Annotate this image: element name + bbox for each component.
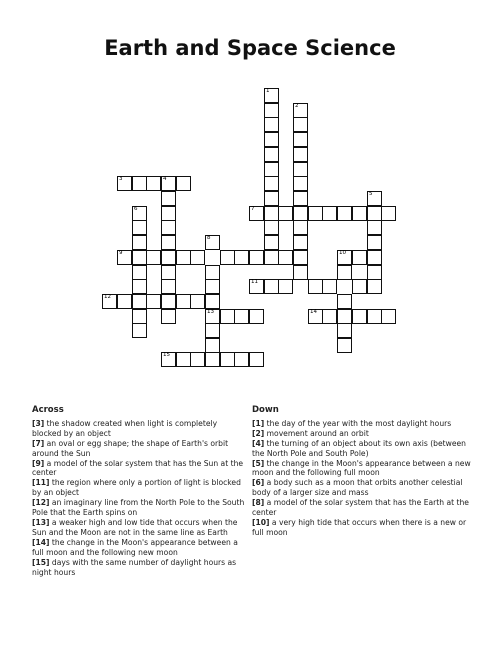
crossword-cell[interactable] <box>205 338 220 353</box>
crossword-cell[interactable] <box>352 309 367 324</box>
crossword-cell[interactable] <box>278 250 293 265</box>
clue-number: 6 <box>134 206 138 212</box>
clue-text: an imaginary line from the North Pole to the South Pole that the Earth spins on <box>32 498 245 518</box>
crossword-cell[interactable] <box>249 206 264 221</box>
clue-text: the change in the Moon's appearance between a new moon and the following full moon <box>252 458 471 478</box>
clue-text: a body such as a moon that orbits another celestial body of a larger size and mass <box>252 478 463 498</box>
clue-text: the change in the Moon's appearance between a full moon and the following new moon <box>32 537 238 557</box>
crossword-cell[interactable] <box>293 206 308 221</box>
crossword-cell[interactable] <box>367 279 382 294</box>
crossword-cell[interactable] <box>176 250 191 265</box>
crossword-cell[interactable] <box>264 147 279 162</box>
clue-number: 9 <box>119 250 123 256</box>
crossword-cell[interactable] <box>381 309 396 324</box>
crossword-cell[interactable] <box>308 279 323 294</box>
crossword-cell[interactable] <box>337 265 352 280</box>
down-clue <box>252 439 474 459</box>
crossword-cell[interactable] <box>132 250 147 265</box>
crossword-cell[interactable] <box>234 352 249 367</box>
crossword-cell[interactable] <box>234 309 249 324</box>
crossword-cell[interactable] <box>293 103 308 118</box>
crossword-cell[interactable] <box>293 162 308 177</box>
crossword-cell[interactable] <box>367 309 382 324</box>
crossword-cell[interactable] <box>205 235 220 250</box>
clue-text: a model of the solar system that has the Sun at the center <box>32 458 244 478</box>
clue-number: 11 <box>251 279 258 285</box>
crossword-cell[interactable] <box>161 279 176 294</box>
crossword-cell[interactable] <box>117 294 132 309</box>
crossword-cell[interactable] <box>293 265 308 280</box>
crossword-cell[interactable] <box>205 309 220 324</box>
crossword-cell[interactable] <box>161 250 176 265</box>
crossword-cell[interactable] <box>278 279 293 294</box>
crossword-cell[interactable] <box>132 220 147 235</box>
crossword-cell[interactable] <box>367 265 382 280</box>
crossword-cell[interactable] <box>146 250 161 265</box>
across-clue <box>32 518 247 538</box>
across-clue-list <box>32 419 247 578</box>
clue-text: the region where only a portion of light is blocked by an object <box>32 478 241 498</box>
crossword-cell[interactable] <box>161 294 176 309</box>
crossword-cell[interactable] <box>220 352 235 367</box>
crossword-cell[interactable] <box>264 250 279 265</box>
clue-text: an oval or egg shape; the shape of Earth's orbit around the Sun <box>32 438 229 458</box>
clue-text: the turning of an object about its own axis (between the North Pole and South Pole) <box>252 438 466 458</box>
crossword-cell[interactable] <box>308 309 323 324</box>
crossword-cell[interactable] <box>308 206 323 221</box>
crossword-cell[interactable] <box>264 162 279 177</box>
crossword-cell[interactable] <box>293 176 308 191</box>
crossword-cell[interactable] <box>205 323 220 338</box>
clue-text: a very high tide that occurs when there is a new or full moon <box>252 517 467 537</box>
clue-number: [14] <box>32 537 50 547</box>
clue-number: 1 <box>266 88 270 94</box>
clue-number: [10] <box>252 517 270 527</box>
crossword-cell[interactable] <box>352 279 367 294</box>
clue-number: 12 <box>104 294 111 300</box>
clue-number: 10 <box>339 250 346 256</box>
crossword-cell[interactable] <box>220 250 235 265</box>
across-clue <box>32 478 247 498</box>
clue-number: 14 <box>310 309 317 315</box>
clue-number: [4] <box>252 438 265 448</box>
crossword-cell[interactable] <box>249 309 264 324</box>
clue-number: [3] <box>32 418 45 428</box>
page-title: Earth and Space Science <box>104 36 396 60</box>
down-clues <box>252 406 474 538</box>
crossword-cell[interactable] <box>176 352 191 367</box>
clue-number: 5 <box>369 191 373 197</box>
crossword-cell[interactable] <box>205 279 220 294</box>
down-heading: Down <box>252 405 279 415</box>
clue-number: [7] <box>32 438 45 448</box>
across-clue <box>32 459 247 479</box>
down-clue-list <box>252 419 474 538</box>
crossword-cell[interactable] <box>293 220 308 235</box>
clue-number: 7 <box>251 206 255 212</box>
crossword-cell[interactable] <box>367 206 382 221</box>
crossword-cell[interactable] <box>132 294 147 309</box>
crossword-cell[interactable] <box>249 352 264 367</box>
crossword-cell[interactable] <box>132 323 147 338</box>
crossword-cell[interactable] <box>337 206 352 221</box>
crossword-cell[interactable] <box>205 294 220 309</box>
crossword-cell[interactable] <box>293 117 308 132</box>
crossword-cell[interactable] <box>234 250 249 265</box>
crossword-cell[interactable] <box>102 294 117 309</box>
clue-number: 8 <box>207 235 211 241</box>
clue-number: [5] <box>252 458 265 468</box>
crossword-cell[interactable] <box>264 206 279 221</box>
crossword-cell[interactable] <box>264 176 279 191</box>
crossword-cell[interactable] <box>293 235 308 250</box>
crossword-cell[interactable] <box>132 309 147 324</box>
crossword-cell[interactable] <box>367 191 382 206</box>
crossword-cell[interactable] <box>337 294 352 309</box>
crossword-cell[interactable] <box>264 103 279 118</box>
crossword-cell[interactable] <box>132 206 147 221</box>
crossword-cell[interactable] <box>161 309 176 324</box>
crossword-cell[interactable] <box>264 132 279 147</box>
clue-number: 13 <box>207 309 214 315</box>
crossword-cell[interactable] <box>322 279 337 294</box>
clue-number: [2] <box>252 428 265 438</box>
crossword-cell[interactable] <box>249 279 264 294</box>
clue-number: [11] <box>32 478 50 488</box>
crossword-cell[interactable] <box>249 250 264 265</box>
crossword-cell[interactable] <box>264 235 279 250</box>
crossword-cell[interactable] <box>264 191 279 206</box>
across-clue <box>32 419 247 439</box>
across-clue <box>32 558 247 578</box>
clue-text: days with the same number of daylight hours as night hours <box>32 557 237 577</box>
down-clue <box>252 459 474 479</box>
crossword-cell[interactable] <box>367 220 382 235</box>
crossword-cell[interactable] <box>352 250 367 265</box>
crossword-cell[interactable] <box>367 235 382 250</box>
crossword-cell[interactable] <box>190 250 205 265</box>
down-clue <box>252 419 474 429</box>
clue-text: the shadow created when light is completely blocked by an object <box>32 418 218 438</box>
crossword-cell[interactable] <box>161 235 176 250</box>
crossword-cell[interactable] <box>322 309 337 324</box>
crossword-cell[interactable] <box>337 250 352 265</box>
crossword-cell[interactable] <box>146 294 161 309</box>
crossword-cell[interactable] <box>293 132 308 147</box>
crossword-cell[interactable] <box>293 250 308 265</box>
crossword-cell[interactable] <box>205 265 220 280</box>
crossword-cell[interactable] <box>264 220 279 235</box>
clue-number: [6] <box>252 478 265 488</box>
crossword-cell[interactable] <box>161 352 176 367</box>
crossword-cell[interactable] <box>293 147 308 162</box>
crossword-cell[interactable] <box>205 352 220 367</box>
across-heading: Across <box>32 405 64 415</box>
crossword-cell[interactable] <box>352 206 367 221</box>
across-clue <box>32 538 247 558</box>
clue-text: a model of the solar system that has the Earth at the center <box>252 498 469 518</box>
clue-text: the day of the year with the most daylight hours <box>264 418 452 428</box>
crossword-cell[interactable] <box>132 279 147 294</box>
clue-number: [1] <box>252 418 265 428</box>
crossword-cell[interactable] <box>337 309 352 324</box>
crossword-cell[interactable] <box>381 206 396 221</box>
crossword-cell[interactable] <box>278 206 293 221</box>
down-clue <box>252 518 474 538</box>
across-clue <box>32 498 247 518</box>
crossword-cell[interactable] <box>264 117 279 132</box>
down-clue <box>252 498 474 518</box>
crossword-cell[interactable] <box>161 206 176 221</box>
clue-number: [9] <box>32 458 45 468</box>
crossword-cell[interactable] <box>367 250 382 265</box>
clue-number: 15 <box>163 352 170 358</box>
crossword-cell[interactable] <box>161 265 176 280</box>
clue-text: a weaker high and low tide that occurs when the Sun and the Moon are not in the same line as Earth <box>32 517 238 537</box>
crossword-cell[interactable] <box>176 176 191 191</box>
across-clues <box>32 406 247 577</box>
down-clue <box>252 478 474 498</box>
clue-number: 4 <box>163 176 167 182</box>
crossword-cell[interactable] <box>117 176 132 191</box>
clue-number: [15] <box>32 557 50 567</box>
crossword-cell[interactable] <box>132 235 147 250</box>
clue-text: movement around an orbit <box>264 428 369 438</box>
crossword-cell[interactable] <box>161 176 176 191</box>
clue-number: [13] <box>32 517 50 527</box>
clue-number: [8] <box>252 498 265 508</box>
crossword-cell[interactable] <box>132 265 147 280</box>
crossword-cell[interactable] <box>220 309 235 324</box>
crossword-cell[interactable] <box>337 323 352 338</box>
crossword-cell[interactable] <box>264 88 279 103</box>
clue-number: 3 <box>119 176 123 182</box>
crossword-cell[interactable] <box>117 250 132 265</box>
clue-number: 2 <box>295 103 299 109</box>
down-clue <box>252 429 474 439</box>
crossword-cell[interactable] <box>190 294 205 309</box>
crossword-cell[interactable] <box>293 191 308 206</box>
crossword-cell[interactable] <box>190 352 205 367</box>
crossword-cell[interactable] <box>264 279 279 294</box>
crossword-cell[interactable] <box>161 220 176 235</box>
crossword-cell[interactable] <box>337 338 352 353</box>
crossword-cell[interactable] <box>161 191 176 206</box>
across-clue <box>32 439 247 459</box>
crossword-cell[interactable] <box>322 206 337 221</box>
crossword-cell[interactable] <box>146 176 161 191</box>
clue-number: [12] <box>32 498 50 508</box>
crossword-cell[interactable] <box>176 294 191 309</box>
crossword-cell[interactable] <box>132 176 147 191</box>
